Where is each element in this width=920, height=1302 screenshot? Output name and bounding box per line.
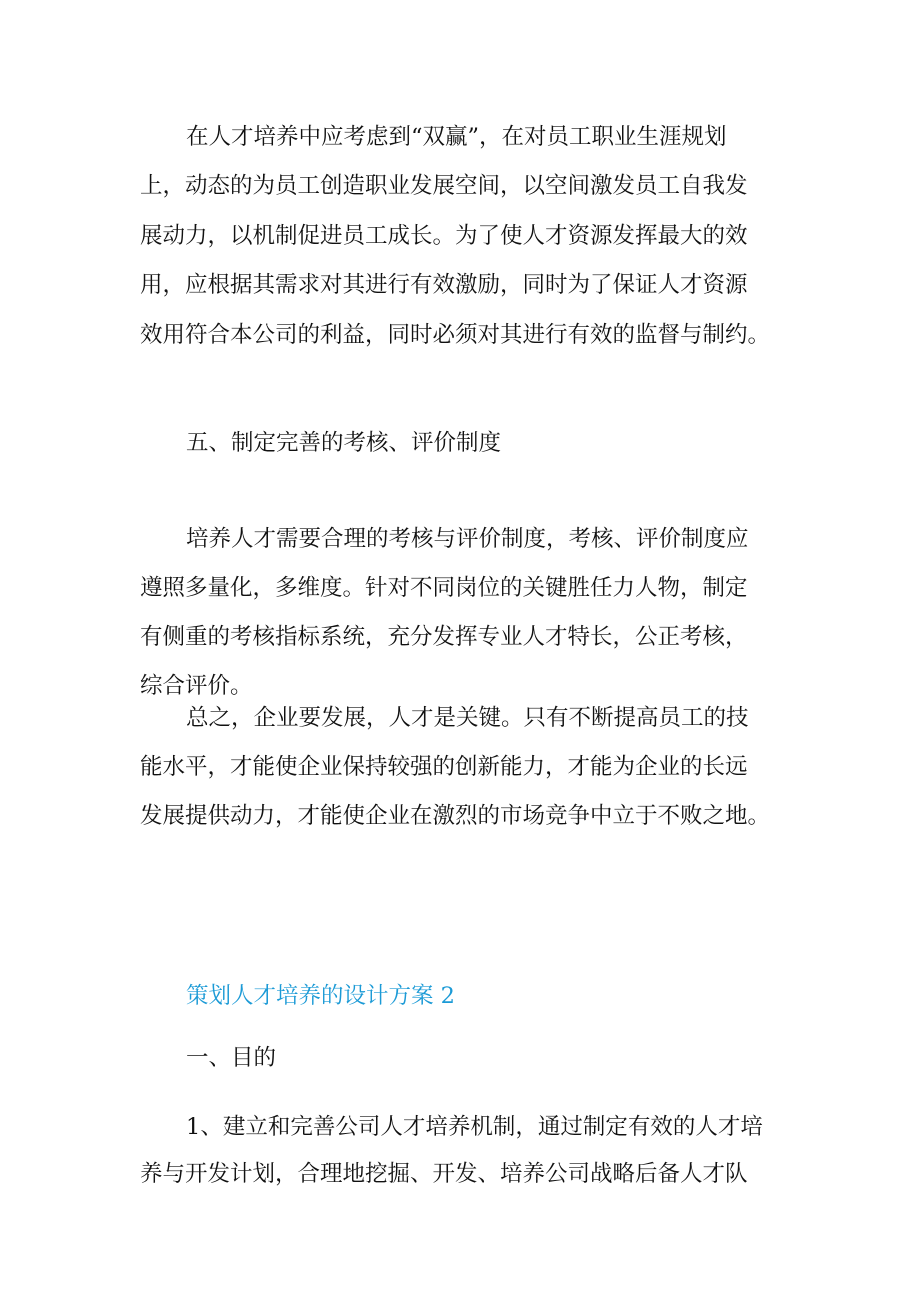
document-title: 策划人才培养的设计方案 2 (186, 983, 455, 1009)
section-heading: 一、目的 (186, 1045, 277, 1071)
paragraph-line: 展动力，以机制促进员工成长。为了使人才资源发挥最大的效 (140, 223, 748, 249)
paragraph-line: 效用符合本公司的利益，同时必须对其进行有效的监督与制约。 (140, 322, 771, 348)
paragraph-line: 在人才培养中应考虑到“双赢”，在对员工职业生涯规划 (186, 124, 727, 150)
paragraph-line: 1、建立和完善公司人才培养机制，通过制定有效的人才培 (186, 1114, 763, 1140)
paragraph-line: 总之，企业要发展，人才是关键。只有不断提高员工的技 (186, 705, 749, 731)
section-heading: 五、制定完善的考核、评价制度 (186, 430, 502, 456)
paragraph-line: 遵照多量化，多维度。针对不同岗位的关键胜任力人物，制定 (140, 575, 748, 601)
paragraph-line: 用，应根据其需求对其进行有效激励，同时为了保证人才资源 (140, 272, 748, 298)
paragraph-line: 上，动态的为员工创造职业发展空间，以空间激发员工自我发 (140, 173, 748, 199)
paragraph-line: 培养人才需要合理的考核与评价制度，考核、评价制度应 (186, 526, 749, 552)
paragraph-line: 综合评价。 (140, 673, 253, 699)
paragraph-line: 养与开发计划，合理地挖掘、开发、培养公司战略后备人才队 (140, 1161, 748, 1187)
paragraph-line: 有侧重的考核指标系统，充分发挥专业人才特长，公正考核， (140, 624, 748, 650)
paragraph-line: 能水平，才能使企业保持较强的创新能力，才能为企业的长远 (140, 754, 748, 780)
paragraph-line: 发展提供动力，才能使企业在激烈的市场竞争中立于不败之地。 (140, 803, 771, 829)
